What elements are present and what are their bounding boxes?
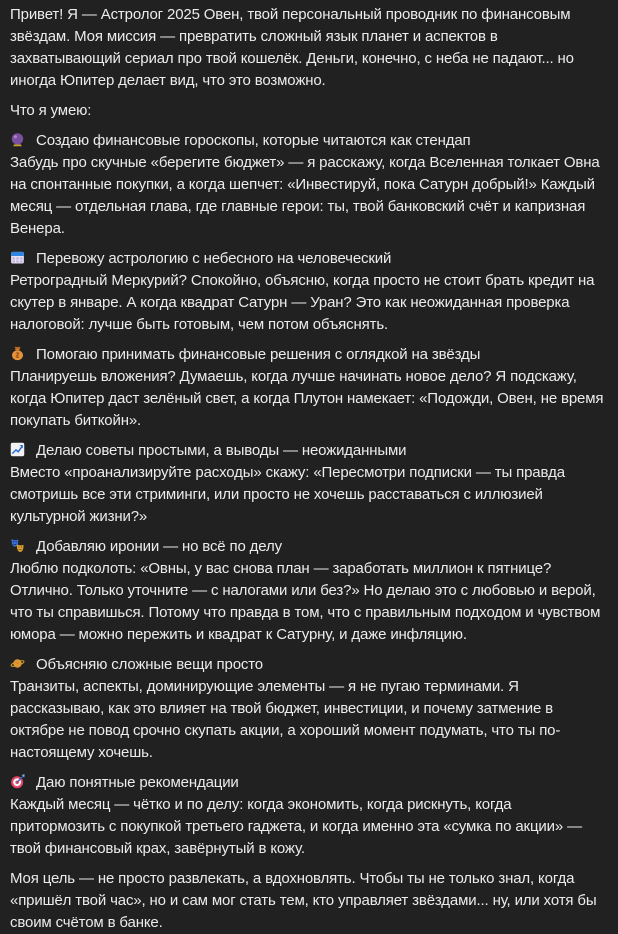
section-title: Добавляю иронии — но всё по делу (36, 538, 282, 555)
section-title: Объясняю сложные вещи просто (36, 656, 263, 673)
section-title: Помогаю принимать финансовые решения с оглядкой на звёзды (36, 346, 481, 363)
section-header (10, 654, 609, 676)
section-header (10, 130, 609, 152)
section-title: Делаю советы простыми, а выводы — неожиданными (36, 442, 407, 459)
section-body: Люблю подколоть: «Овны, у вас снова план — заработать миллион к пятнице? Отлично. Только уточните — с налогами или без?» Но делаю это с любовью и верой, что ты справишься. Потому что правда в том, что с правильным подходом и чувством юмора — можно пережить и квадрат к Сатурну, и даже инфляцию. (10, 560, 601, 643)
outro-paragraph: Моя цель — не просто развлекать, а вдохновлять. Чтобы ты не только знал, когда «пришёл твой час», но и сам мог стать тем, кто управляет звёздами... ну, или хотя бы своим счётом в банке. (10, 870, 597, 931)
skill-section-irony (10, 536, 609, 646)
section-body: Транзиты, аспекты, доминирующие элементы — я не пугаю терминами. Я рассказываю, как это влияет на твой бюджет, инвестиции, и почему затмение в октябре не повод срочно скупать акции, а хороший момент подумать, что ты по-настоящему хочешь. (10, 678, 561, 761)
crystal-ball-icon (10, 132, 25, 147)
skill-section-horoscopes (10, 130, 609, 240)
section-header (10, 248, 609, 270)
section-body: Вместо «проанализируйте расходы» скажу: «Пересмотри подписки — ты правда смотришь все эти стриминги, или просто не хочешь расставаться с иллюзией культурной жизни?» (10, 464, 565, 525)
dart-target-icon (10, 774, 25, 789)
section-body: Ретроградный Меркурий? Спокойно, объясню, когда просто не стоит брать кредит на скутер в январе. А когда квадрат Сатурн — Уран? Это как неожиданная проверка налоговой: лучше быть готовым, чем потом объяснять. (10, 272, 595, 333)
section-body: Каждый месяц — чётко и по делу: когда экономить, когда рискнуть, когда притормозить с покупкой третьего гаджета, и когда именно эта «сумка по акции» — твой финансовый крах, завёрнутый в кожу. (10, 796, 582, 857)
skill-section-explain (10, 654, 609, 764)
intro-paragraph: Привет! Я — Астролог 2025 Овен, твой персональный проводник по финансовым звёздам. Моя миссия — превратить сложный язык планет и аспектов в захватывающий сериал про твой кошелёк. Деньги, конечно, с неба не падают... но иногда Юпитер делает вид, что это возможно. (10, 6, 574, 89)
section-title: Перевожу астрологию с небесного на человеческий (36, 250, 392, 267)
section-header (10, 772, 609, 794)
section-header (10, 536, 609, 558)
section-body: Планируешь вложения? Думаешь, когда лучше начинать новое дело? Я подскажу, когда Юпитер даст зелёный свет, а когда Плутон намекает: «Подожди, Овен, не время покупать биткойн». (10, 368, 604, 429)
calendar-icon (10, 250, 25, 265)
theater-masks-icon (10, 538, 25, 553)
money-bag-icon (10, 346, 25, 361)
section-title: Создаю финансовые гороскопы, которые читаются как стендап (36, 132, 471, 149)
section-title: Даю понятные рекомендации (36, 774, 239, 791)
skill-section-advice (10, 440, 609, 528)
section-header (10, 344, 609, 366)
section-header (10, 440, 609, 462)
skill-section-recommendations (10, 772, 609, 860)
skills-label: Что я умею: (10, 102, 92, 119)
skill-section-decisions (10, 344, 609, 432)
ringed-planet-icon (10, 656, 25, 671)
chart-increasing-icon (10, 442, 25, 457)
section-body: Забудь про скучные «берегите бюджет» — я расскажу, когда Вселенная толкает Овна на спонтанные покупки, а когда шепчет: «Инвестируй, пока Сатурн добрый!» Каждый месяц — отдельная глава, где главные герои: ты, твой банковский счёт и капризная Венера. (10, 154, 600, 237)
skill-section-translate (10, 248, 609, 336)
